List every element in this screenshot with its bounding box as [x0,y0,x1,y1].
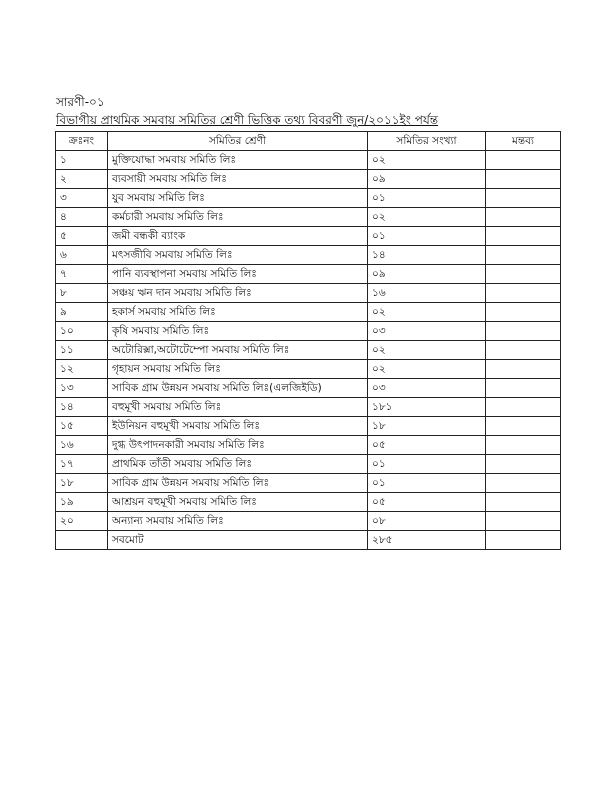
cell-count: ০৯ [368,265,486,284]
cell-remarks [486,493,561,512]
cooperative-society-table [55,131,561,550]
cell-count: ০১ [368,455,486,474]
cell-serial: ১৩ [56,379,108,398]
total-label: সবমোট [108,531,368,550]
cell-count: ০৩ [368,379,486,398]
cell-remarks [486,265,561,284]
cell-count: ০২ [368,208,486,227]
cell-serial: ৩ [56,189,108,208]
header-count: সমিতির সংখ্যা [368,132,486,151]
cell-serial: ৯ [56,303,108,322]
cell-serial: ১৯ [56,493,108,512]
table-row [56,322,561,341]
cell-serial: ১৮ [56,474,108,493]
cell-count: ১৪ [368,246,486,265]
total-count: ২৮৫ [368,531,486,550]
table-header-row [56,132,561,151]
cell-serial: ২০ [56,512,108,531]
cell-serial: ২ [56,170,108,189]
cell-category: মৎসজীবি সমবায় সমিতি লিঃ [108,246,368,265]
cell-serial: ১৪ [56,398,108,417]
cell-remarks [486,189,561,208]
total-remarks [486,531,561,550]
table-row [56,360,561,379]
cell-remarks [486,474,561,493]
cell-remarks [486,322,561,341]
cell-remarks [486,341,561,360]
header-serial: ক্রঃনং [56,132,108,151]
table-total-row [56,531,561,550]
cell-serial: ১ [56,151,108,170]
cell-remarks [486,151,561,170]
table-row [56,246,561,265]
cell-category: দুগ্ধ উৎপাদনকারী সমবায় সমিতি লিঃ [108,436,368,455]
cell-remarks [486,436,561,455]
cell-remarks [486,246,561,265]
cell-serial: ৬ [56,246,108,265]
cell-serial: ১২ [56,360,108,379]
cell-remarks [486,360,561,379]
cell-category: পানি ব্যবস্থাপনা সমবায় সমিতি লিঃ [108,265,368,284]
table-row [56,303,561,322]
header-remarks: মন্তব্য [486,132,561,151]
cell-serial: ১০ [56,322,108,341]
cell-remarks [486,379,561,398]
cell-category: বহুমূখী সমবায় সমিতি লিঃ [108,398,368,417]
cell-category: অন্যান্য সমবায় সমিতি লিঃ [108,512,368,531]
cell-remarks [486,417,561,436]
cell-count: ০১ [368,189,486,208]
table-body [56,151,561,550]
cell-category: আশ্রয়ন বহুমূখী সমবায় সমিতি লিঃ [108,493,368,512]
cell-count: ০১ [368,474,486,493]
cell-category: কর্মচারী সমবায় সমিতি লিঃ [108,208,368,227]
total-serial [56,531,108,550]
cell-remarks [486,284,561,303]
document-title: বিভাগীয় প্রাথমিক সমবায় সমিতির শ্রেণী ভিত্তিক তথ্য বিবরণী জুন/২০১১ইং পর্যন্ত [56,113,439,127]
table-row [56,189,561,208]
cell-category: ইউনিয়ন বহুমূখী সমবায় সমিতি লিঃ [108,417,368,436]
cell-count: ০৮ [368,512,486,531]
cell-count: ০২ [368,341,486,360]
cell-count: ১৮ [368,417,486,436]
table-row [56,151,561,170]
table-row [56,341,561,360]
cell-count: ০২ [368,360,486,379]
cell-count: ০৩ [368,322,486,341]
cell-remarks [486,208,561,227]
cell-count: ১৮১ [368,398,486,417]
table-row [56,417,561,436]
cell-category: অটোরিক্সা,অটোটেম্পো সমবায় সমিতি লিঃ [108,341,368,360]
cell-serial: ১৭ [56,455,108,474]
cell-count: ১৬ [368,284,486,303]
table-row [56,436,561,455]
document-label: সারণী-০১ [56,95,105,109]
cell-count: ০১ [368,227,486,246]
cell-category: ব্যবসায়ী সমবায় সমিতি লিঃ [108,170,368,189]
cell-remarks [486,455,561,474]
cell-serial: ১৬ [56,436,108,455]
cell-serial: ৪ [56,208,108,227]
cell-category: কৃষি সমবায় সমিতি লিঃ [108,322,368,341]
cell-count: ০৯ [368,170,486,189]
table-row [56,512,561,531]
cell-count: ০২ [368,151,486,170]
table-row [56,284,561,303]
cell-serial: ৭ [56,265,108,284]
cell-category: সাবিক গ্রাম উন্নয়ন সমবায় সমিতি লিঃ(এলজিইডি) [108,379,368,398]
table-row [56,227,561,246]
cell-serial: ১১ [56,341,108,360]
cell-remarks [486,303,561,322]
cell-remarks [486,398,561,417]
table-row [56,493,561,512]
cell-count: ০২ [368,303,486,322]
table-row [56,170,561,189]
cell-remarks [486,227,561,246]
cell-category: প্রাথমিক তাঁতী সমবায় সমিতি লিঃ [108,455,368,474]
cell-serial: ৫ [56,227,108,246]
cell-count: ০৫ [368,436,486,455]
cell-remarks [486,170,561,189]
table-row [56,379,561,398]
header-category: সমিতির শ্রেণী [108,132,368,151]
table-row [56,455,561,474]
cell-category: যুব সমবায় সমিতি লিঃ [108,189,368,208]
table-row [56,474,561,493]
table-row [56,208,561,227]
cell-category: জমী বন্ধকী ব্যাংক [108,227,368,246]
cell-remarks [486,512,561,531]
cell-category: হকার্স সমবায় সমিতি লিঃ [108,303,368,322]
cell-category: সঞ্চয় ঋন দান সমবায় সমিতি লিঃ [108,284,368,303]
cell-category: মুক্তিযোদ্ধা সমবায় সমিতি লিঃ [108,151,368,170]
cell-category: সাবিক গ্রাম উন্নয়ন সমবায় সমিতি লিঃ [108,474,368,493]
cell-category: গৃহায়ন সমবায় সমিতি লিঃ [108,360,368,379]
cell-serial: ১৫ [56,417,108,436]
table-row [56,265,561,284]
cell-count: ০৫ [368,493,486,512]
table-row [56,398,561,417]
cell-serial: ৮ [56,284,108,303]
